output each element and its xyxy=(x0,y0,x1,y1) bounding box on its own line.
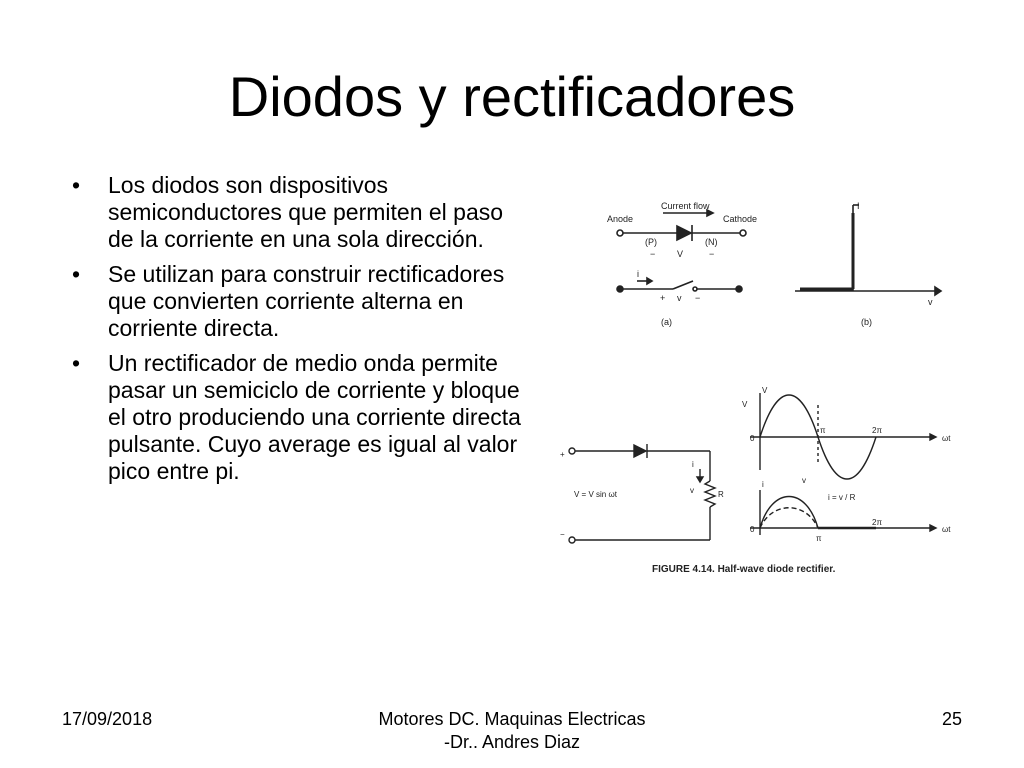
il-label: i xyxy=(692,460,694,469)
two-pi-label: 2π xyxy=(872,518,882,527)
bullet-text: Los diodos son dispositivos semiconductores que permiten el paso de la corriente en una sola dirección. xyxy=(108,172,504,252)
slide-title: Diodos y rectificadores xyxy=(228,65,796,128)
half-wave-rectifier-figure xyxy=(550,385,970,580)
slide-number: 25 xyxy=(941,709,962,729)
n-label: (N) xyxy=(705,237,718,247)
il-wave-label: i xyxy=(762,480,764,489)
cathode-label: Cathode xyxy=(723,214,758,224)
p-label: (P) xyxy=(645,237,657,247)
pi-label: π xyxy=(816,534,822,543)
rload-label: R xyxy=(718,490,724,499)
vl-wave-label: v xyxy=(802,476,806,485)
bullet-item xyxy=(62,172,522,253)
current-flow-label: Current flow xyxy=(661,201,710,211)
minus-label: − xyxy=(695,293,701,303)
caption-b: (b) xyxy=(861,317,872,327)
footer-course xyxy=(340,708,684,754)
bullet-list xyxy=(62,172,522,493)
v-label: v xyxy=(677,293,682,303)
vl-label: v xyxy=(690,486,694,495)
wt-axis-label: ωt xyxy=(942,434,951,443)
vin-axis-label: V xyxy=(762,386,768,395)
wt-axis-label: ωt xyxy=(942,525,951,534)
plus-label: + xyxy=(660,293,666,303)
id-axis-label: I xyxy=(857,201,860,211)
bullet-text: Un rectificador de medio onda permite pasar un semiciclo de corriente y bloque el otro produciendo una corriente directa pulsante. Cuyo average es igual al valor pico entre pi. xyxy=(108,350,521,484)
footer-date: 17/09/2018 xyxy=(62,709,153,729)
footer-course-line1: Motores DC. Maquinas Electricas xyxy=(378,709,646,729)
figure-caption: FIGURE 4.14. Half-wave diode rectifier. xyxy=(652,564,836,575)
il-equation-label: i = v / R xyxy=(828,493,856,502)
bullet-item xyxy=(62,350,522,485)
bullet-item xyxy=(62,261,522,342)
i-label: i xyxy=(637,269,639,279)
footer-course-line2: -Dr.. Andres Diaz xyxy=(443,732,581,752)
vm-label: V xyxy=(742,400,748,409)
zero-label: 0 xyxy=(750,434,755,443)
bullet-dot: • xyxy=(72,172,81,198)
anode-label: Anode xyxy=(607,214,634,224)
pi-label: π xyxy=(820,426,826,435)
minus-label: − xyxy=(709,249,715,259)
minus-label: − xyxy=(650,249,656,259)
minus-label: − xyxy=(560,530,565,539)
source-label: V = V sin ωt xyxy=(574,490,617,499)
plus-label: + xyxy=(560,450,565,459)
two-pi-label: 2π xyxy=(872,426,882,435)
diode-characteristic-figure xyxy=(595,195,955,345)
vd-axis-label: v xyxy=(928,297,933,307)
bullet-dot: • xyxy=(72,261,81,287)
zero-label: 0 xyxy=(750,525,755,534)
bullet-text: Se utilizan para construir rectificadores que convierten corriente alterna en corriente directa. xyxy=(108,261,505,341)
bullet-dot: • xyxy=(72,350,81,376)
v-label: V xyxy=(677,249,684,259)
caption-a: (a) xyxy=(661,317,672,327)
